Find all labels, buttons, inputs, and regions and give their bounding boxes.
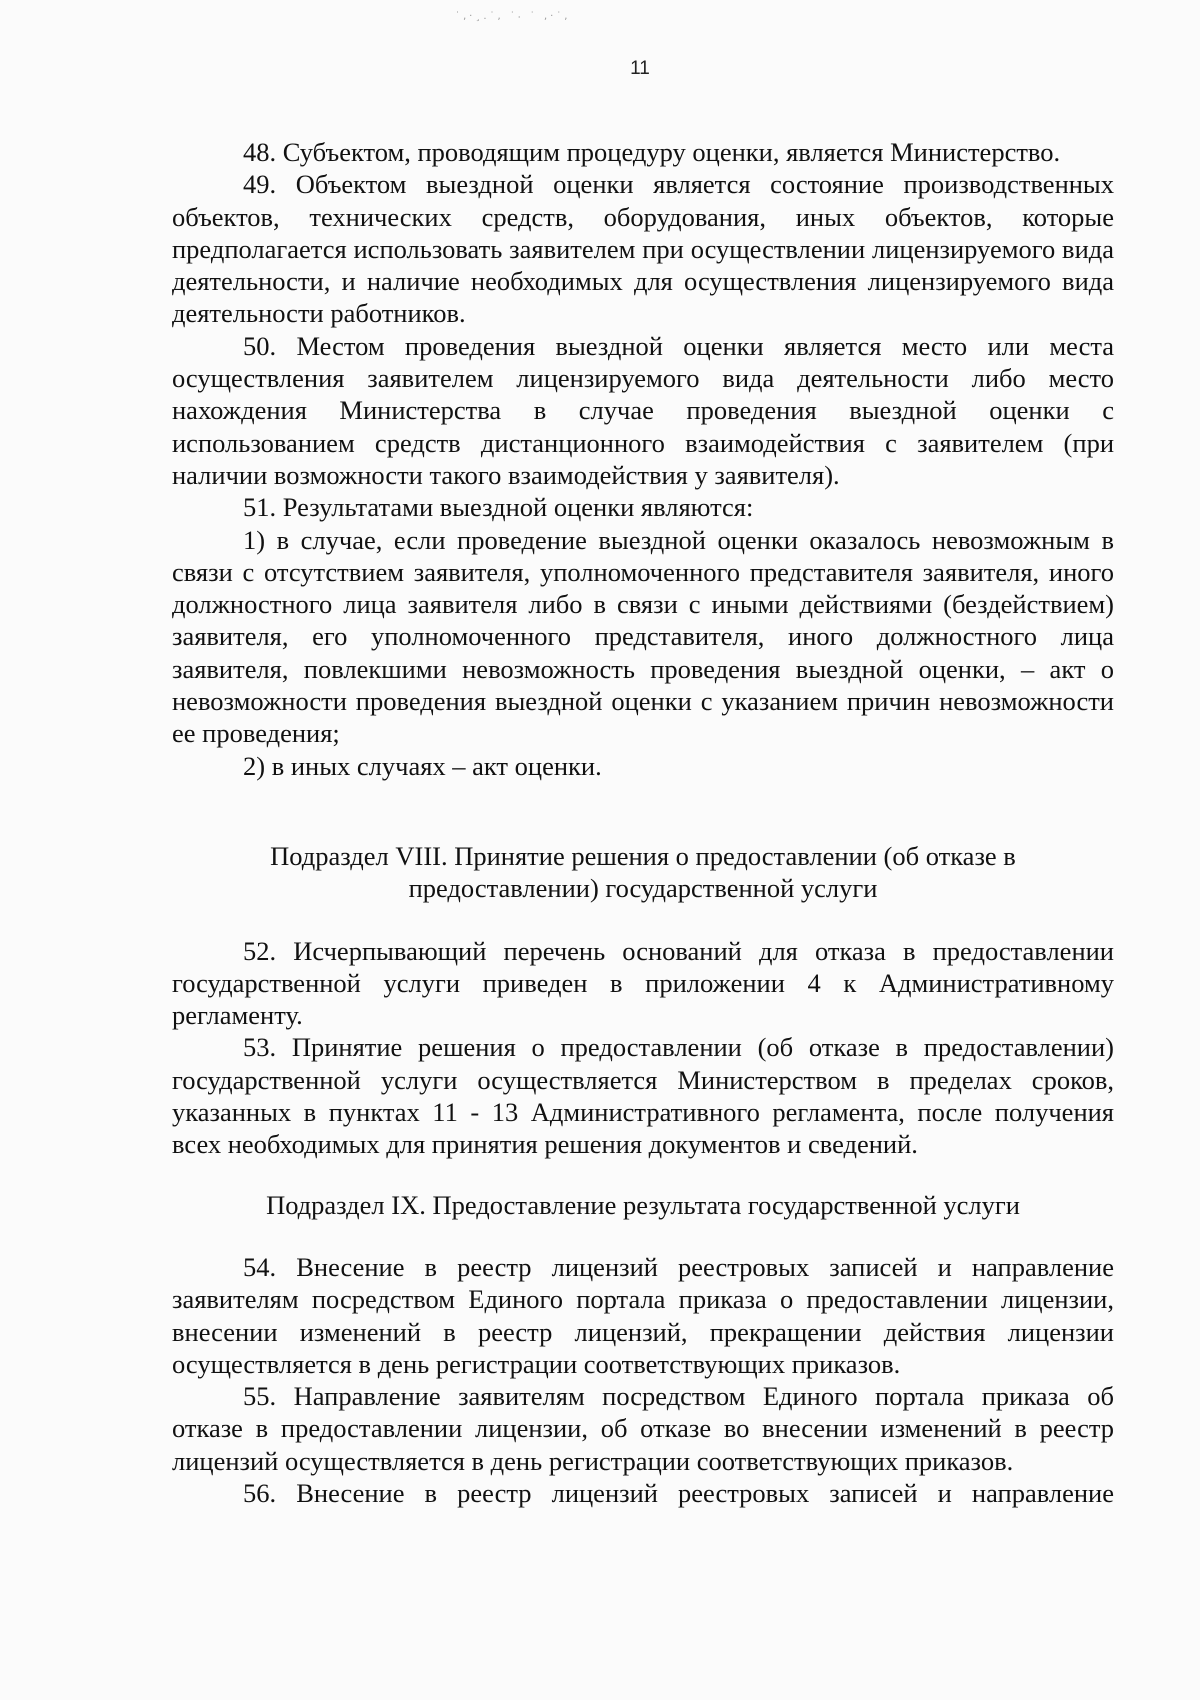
subsection-8-heading — [172, 840, 1114, 905]
paragraph-51-item-2: 2) в иных случаях – акт оценки. — [243, 750, 602, 781]
spacer — [172, 782, 1114, 840]
paragraph-55: 55. Направление заявителям посредством Единого портала приказа об отказе в предоставлении лицензии, об отказе во внесении изменений в реестр лицензий осуществляется в день регистрации соответствующих приказов. — [172, 1381, 1114, 1476]
paragraph-51: 51. Результатами выездной оценки являются: — [243, 492, 754, 523]
paragraph-52: 52. Исчерпывающий перечень оснований для отказа в предоставлении государственной услуги приведен в приложении 4 к Административному регламенту. — [172, 935, 1114, 1031]
spacer — [172, 1221, 1114, 1251]
subsection-8-heading-line-2: предоставлении) государственной услуги — [408, 873, 878, 904]
paragraph-54: 54. Внесение в реестр лицензий реестровых записей и направление заявителям посредством Единого портала приказа о предоставлении лицензии, внесении изменений в реестр лицензий, прекращении действия лицензии осуществляется в день регистрации соответствующих приказов. — [172, 1251, 1114, 1379]
page-number: 11 — [630, 58, 650, 79]
spacer — [172, 905, 1114, 935]
spacer — [172, 1161, 1114, 1189]
subsection-9-heading: Подраздел IX. Предоставление результата государственной услуги — [266, 1189, 1020, 1220]
subsection-8-heading-line-1: Подраздел VIII. Принятие решения о предоставлении (об отказе в — [270, 840, 1016, 871]
paragraph-48: 48. Субъектом, проводящим процедуру оценки, является Министерство. — [243, 137, 1061, 167]
scan-artifacts: ˙‚·¸.˙, ˙⸳ ˙ ‚·˙, — [455, 11, 571, 22]
paragraph-53: 53. Принятие решения о предоставлении (об отказе в предоставлении) государственной услуги осуществляется Министерством в пределах сроков, указанных в пунктах 11 - 13 Административного регламента, после получения всех необходимых для принятия решения документов и сведений. — [172, 1032, 1114, 1160]
document-body — [172, 136, 1114, 1509]
paragraph-56: 56. Внесение в реестр лицензий реестровых записей и направление — [243, 1477, 1114, 1508]
paragraph-50: 50. Местом проведения выездной оценки является место или места осуществления заявителем лицензируемого вида деятельности либо место нахождения Министерства в случае проведения выездной оценки с использованием средств дистанционного взаимодействия с заявителем (при наличии возможности такого взаимодействия у заявителя). — [172, 330, 1114, 490]
paragraph-49: 49. Объектом выездной оценки является состояние производственных объектов, технических средств, оборудования, иных объектов, которые предполагается использовать заявителем при осуществлении лицензируемого вида деятельности, и наличие необходимых для осуществления лицензируемого вида деятельности работников. — [172, 169, 1114, 329]
paragraph-51-item-1: 1) в случае, если проведение выездной оценки оказалось невозможным в связи с отсутствием заявителя, уполномоченного представителя заявителя, иного должностного лица заявителя либо в связи с иными действиями (бездействием) заявителя, его уполномоченного представителя, иного должностного лица заявителя, повлекшими невозможность проведения выездной оценки, – акт о невозможности проведения выездной оценки с указанием причин невозможности ее проведения; — [172, 524, 1114, 749]
